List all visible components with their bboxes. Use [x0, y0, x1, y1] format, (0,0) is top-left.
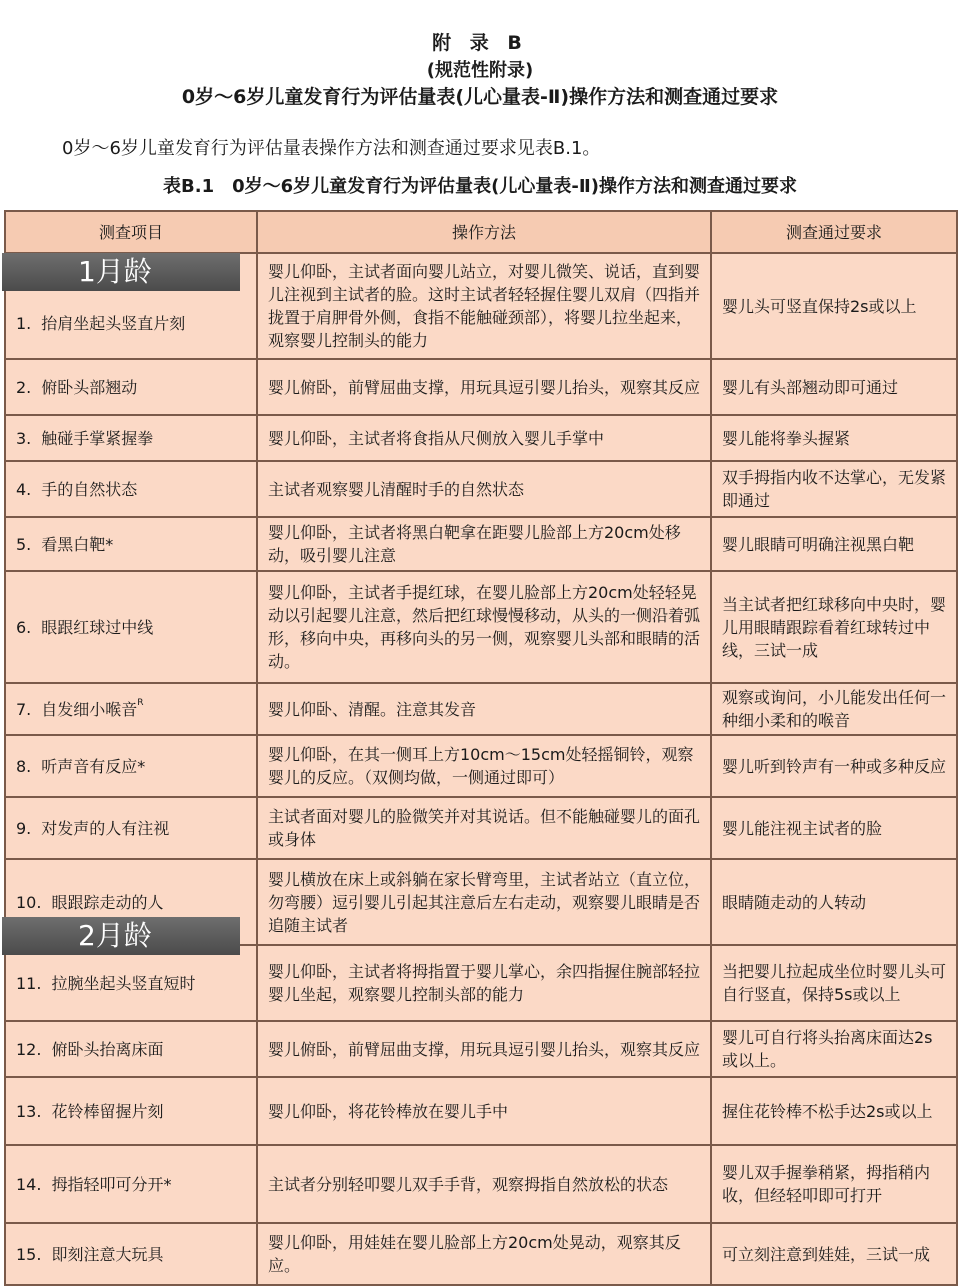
item-number: 15.: [16, 1244, 42, 1264]
requirement-cell: 婴儿能将拳头握紧: [711, 415, 957, 461]
method-cell: 婴儿俯卧，前臂屈曲支撑，用玩具逗引婴儿抬头，观察其反应: [257, 1021, 711, 1077]
test-item-cell: [5, 359, 257, 415]
requirement-cell: 当把婴儿拉起成坐位时婴儿头可自行竖直，保持5s或以上: [711, 945, 957, 1021]
method-cell: 婴儿仰卧，主试者手提红球，在婴儿脸部上方20cm处轻轻晃动以引起婴儿注意，然后把红球慢慢移动，从头的一侧沿着弧形，移向中央，再移向头的另一侧，观察婴儿头部和眼睛的活动。: [257, 571, 711, 683]
column-header-requirement: 测查通过要求: [711, 211, 957, 253]
item-number: 14.: [16, 1174, 42, 1194]
requirement-cell: 观察或询问，小儿能发出任何一种细小柔和的喉音: [711, 683, 957, 735]
table-row: [5, 1021, 957, 1077]
item-number: 7.: [16, 699, 32, 719]
item-number: 11.: [16, 973, 42, 993]
test-item-cell: [5, 683, 257, 735]
appendix-title: 附 录 B: [432, 32, 528, 54]
item-name: 手的自然状态: [41, 479, 138, 499]
item-name: 自发细小喉音: [41, 699, 138, 719]
table-row: [5, 797, 957, 859]
requirement-cell: 眼睛随走动的人转动: [711, 859, 957, 945]
item-number: 8.: [16, 756, 32, 776]
test-item-cell: [5, 1077, 257, 1145]
method-cell: 婴儿仰卧，主试者面向婴儿站立，对婴儿微笑、说话，直到婴儿注视到主试者的脸。这时主试者轻轻握住婴儿双肩（四指并拢置于肩胛骨外侧，食指不能触碰颈部），将婴儿拉坐起来，观察婴儿控制头的能力: [257, 253, 711, 359]
method-cell: 婴儿仰卧、清醒。注意其发音: [257, 683, 711, 735]
item-name: 拇指轻叩可分开*: [51, 1174, 172, 1194]
method-cell: 婴儿俯卧，前臂屈曲支撑，用玩具逗引婴儿抬头，观察其反应: [257, 359, 711, 415]
table-row: [5, 517, 957, 571]
item-number: 10.: [16, 892, 42, 912]
method-cell: 婴儿仰卧，在其一侧耳上方10cm～15cm处轻摇铜铃，观察婴儿的反应。（双侧均做，一侧通过即可）: [257, 735, 711, 797]
test-item-cell: [5, 1145, 257, 1223]
item-name: 看黑白靶*: [41, 534, 114, 554]
column-header-item: 测查项目: [5, 211, 257, 253]
test-item-cell: [5, 1021, 257, 1077]
table-row: [5, 735, 957, 797]
item-superscript: R: [137, 697, 144, 708]
test-item-cell: [5, 461, 257, 517]
test-item-cell: [5, 797, 257, 859]
table-header-row: [5, 211, 957, 253]
requirement-cell: 婴儿头可竖直保持2s或以上: [711, 253, 957, 359]
table-row: [5, 1077, 957, 1145]
table-row: [5, 461, 957, 517]
assessment-table: [4, 210, 958, 1286]
item-name: 花铃棒留握片刻: [51, 1101, 164, 1121]
intro-text: 0岁～6岁儿童发育行为评估量表操作方法和测查通过要求见表B.1。: [62, 138, 601, 159]
table-row: [5, 1223, 957, 1285]
item-name: 抬肩坐起头竖直片刻: [41, 313, 186, 333]
item-name: 俯卧头部翘动: [41, 377, 138, 397]
requirement-cell: 可立刻注意到娃娃，三试一成: [711, 1223, 957, 1285]
item-number: 1.: [16, 313, 32, 333]
assessment-table-container: [4, 210, 956, 1276]
test-item-cell: [5, 415, 257, 461]
table-row: [5, 683, 957, 735]
appendix-subtitle: (规范性附录): [426, 60, 534, 81]
item-name: 眼跟红球过中线: [41, 617, 154, 637]
column-header-method: 操作方法: [257, 211, 711, 253]
item-number: 9.: [16, 818, 32, 838]
test-item-cell: [5, 735, 257, 797]
item-name: 对发声的人有注视: [41, 818, 170, 838]
method-cell: 婴儿横放在床上或斜躺在家长臂弯里，主试者站立（直立位，勿弯腰）逗引婴儿引起其注意后左右走动，观察婴儿眼睛是否追随主试者: [257, 859, 711, 945]
item-name: 即刻注意大玩具: [51, 1244, 164, 1264]
appendix-heading: 0岁～6岁儿童发育行为评估量表(儿心量表-Ⅱ)操作方法和测查通过要求: [181, 86, 779, 108]
test-item-cell: [5, 571, 257, 683]
table-row: [5, 415, 957, 461]
method-cell: 主试者观察婴儿清醒时手的自然状态: [257, 461, 711, 517]
table-row: [5, 571, 957, 683]
requirement-cell: 婴儿有头部翘动即可通过: [711, 359, 957, 415]
item-number: 13.: [16, 1101, 42, 1121]
method-cell: 婴儿仰卧，主试者将拇指置于婴儿掌心，余四指握住腕部轻拉婴儿坐起，观察婴儿控制头部的能力: [257, 945, 711, 1021]
test-item-cell: [5, 517, 257, 571]
requirement-cell: 婴儿听到铃声有一种或多种反应: [711, 735, 957, 797]
item-name: 触碰手掌紧握拳: [41, 428, 154, 448]
method-cell: 婴儿仰卧，主试者将黑白靶拿在距婴儿脸部上方20cm处移动，吸引婴儿注意: [257, 517, 711, 571]
requirement-cell: 婴儿双手握拳稍紧，拇指稍内收，但经轻叩即可打开: [711, 1145, 957, 1223]
method-cell: 婴儿仰卧，主试者将食指从尺侧放入婴儿手掌中: [257, 415, 711, 461]
item-number: 6.: [16, 617, 32, 637]
method-cell: 婴儿仰卧，将花铃棒放在婴儿手中: [257, 1077, 711, 1145]
item-number: 12.: [16, 1039, 42, 1059]
item-number: 5.: [16, 534, 32, 554]
requirement-cell: 当主试者把红球移向中央时，婴儿用眼睛跟踪看着红球转过中线，三试一成: [711, 571, 957, 683]
test-item-cell: [5, 1223, 257, 1285]
method-cell: 主试者面对婴儿的脸微笑并对其说话。但不能触碰婴儿的面孔或身体: [257, 797, 711, 859]
item-number: 3.: [16, 428, 32, 448]
table-caption: 表B.1 0岁～6岁儿童发育行为评估量表(儿心量表-Ⅱ)操作方法和测查通过要求: [163, 176, 797, 197]
requirement-cell: 婴儿能注视主试者的脸: [711, 797, 957, 859]
requirement-cell: 婴儿眼睛可明确注视黑白靶: [711, 517, 957, 571]
method-cell: 主试者分别轻叩婴儿双手手背，观察拇指自然放松的状态: [257, 1145, 711, 1223]
item-name: 眼跟踪走动的人: [51, 892, 164, 912]
requirement-cell: 双手拇指内收不达掌心，无发紧即通过: [711, 461, 957, 517]
age-banner-1-month: 1月龄: [2, 253, 240, 291]
item-name: 听声音有反应*: [41, 756, 146, 776]
requirement-cell: 婴儿可自行将头抬离床面达2s或以上。: [711, 1021, 957, 1077]
table-row: [5, 1145, 957, 1223]
item-number: 4.: [16, 479, 32, 499]
item-name: 拉腕坐起头竖直短时: [51, 973, 196, 993]
item-name: 俯卧头抬离床面: [51, 1039, 164, 1059]
age-banner-2-months: 2月龄: [2, 917, 240, 955]
requirement-cell: 握住花铃棒不松手达2s或以上: [711, 1077, 957, 1145]
test-item-cell: [5, 945, 257, 1021]
item-number: 2.: [16, 377, 32, 397]
method-cell: 婴儿仰卧，用娃娃在婴儿脸部上方20cm处晃动，观察其反应。: [257, 1223, 711, 1285]
table-row: [5, 945, 957, 1021]
table-row: [5, 359, 957, 415]
